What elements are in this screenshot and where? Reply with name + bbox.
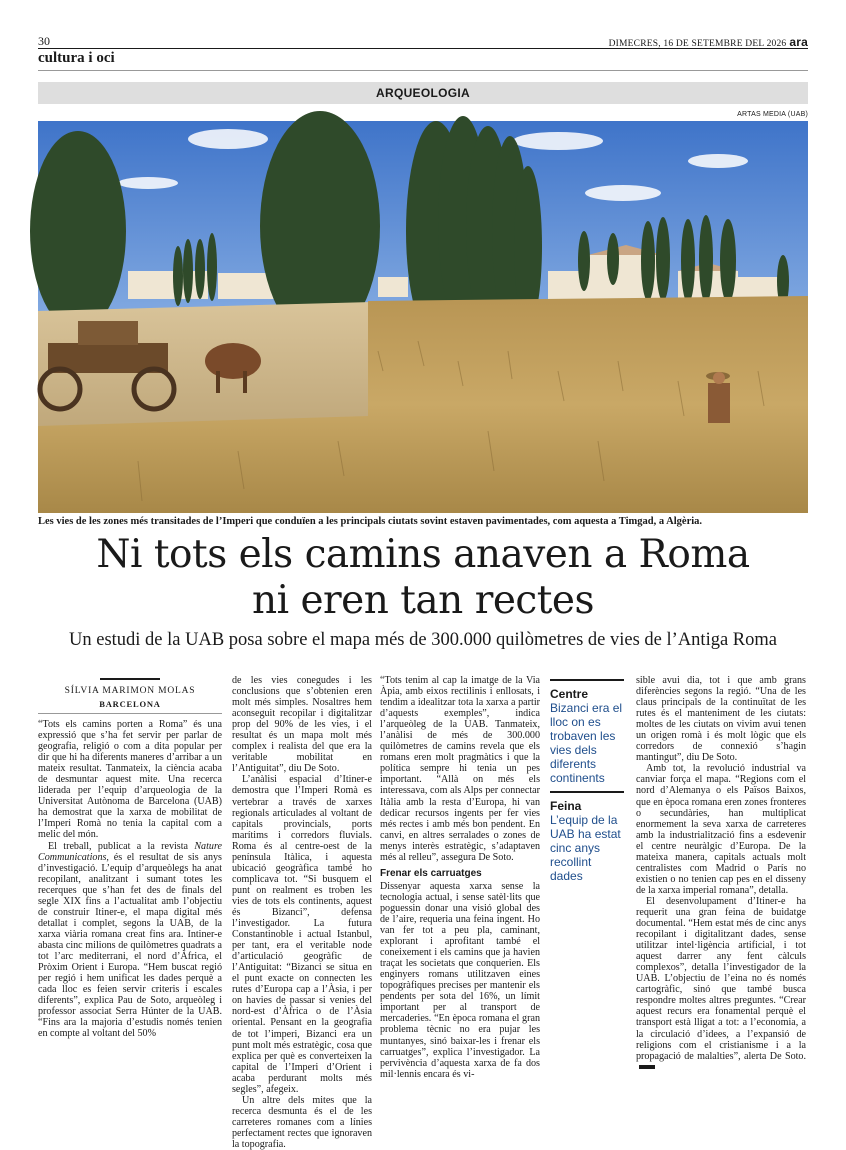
article-column-1 (38, 719, 222, 1097)
sidebar-block-feina (550, 791, 624, 883)
article-photo (38, 121, 808, 513)
paragraph: Amb tot, la revolució industrial va canviar força el mapa. “Regions com el nord d’Alemanya o els Països Baixos, que en època romana eren zones fronteres o secundàries, han multiplicat enormement la seva xarxa de carreteres amb la industrialització fins a esdevenir el centre neuràlgic d’Europa. De la mateixa manera, capitals actuals molt centralistes com Madrid o París no existien o no tenien cap pes en el disseny de la xarxa imperial romana”, detalla. (636, 763, 806, 896)
subsection-heading: Frenar els carruatges (380, 867, 482, 879)
section-title: cultura i oci (38, 50, 115, 66)
sidebar-title: Centre (550, 687, 589, 701)
subheadline: Un estudi de la UAB posa sobre el mapa més de 300.000 quilòmetres de vies de l’Antiga Roma (69, 630, 777, 650)
paragraph (38, 841, 222, 1040)
headline-line-1: Ni tots els camins anaven a Roma (96, 532, 750, 577)
header-rule (38, 48, 808, 49)
author-name: SÍLVIA MARIMON MOLAS (64, 686, 196, 696)
article-column-3 (380, 675, 540, 1097)
paragraph: de les vies conegudes i les conclusions que s’obtenien eren molt més simples. Nosaltres hem aconseguit recopilar i digitalitzar prop del 90% de les vies, i el resultat és un mapa molt més complex i realista del que era la veritable mobilitat en l’Antiguitat”, diu De Soto. (232, 675, 372, 775)
paragraph: sible avui dia, tot i que amb grans diferències segons la regió. “Una de les claus principals de la continuïtat de les rutes és el manteniment de les ciutats: moltes de les ciutats on vivim avui tenen un origen romà i és molt lògic que els corredors de connexió s’hagin mantingut”, diu De Soto. (636, 675, 806, 764)
sidebar-text: L’equip de la UAB ha estat cinc anys recollint dades (550, 813, 621, 883)
article-column-2 (232, 675, 372, 1150)
photo-caption: Les vies de les zones més transitades de l’Imperi que conduïen a les principals ciutats sovint estaven pavimentades, com aquesta a Timgad, a Algèria. (38, 516, 703, 527)
photo-credit: ARTAS MEDIA (UAB) (737, 111, 808, 118)
sidebar-block-centre (550, 679, 624, 785)
section-rule (38, 70, 808, 71)
dateline (609, 35, 808, 49)
paragraph: L’anàlisi espacial d’Itiner-e demostra que l’Imperi Romà es vertebrar a través de xarxes regionals articulades al voltant de capitals provincials, ports marítims i corredors fluvials. Roma és al centre-oest de la península Itàlica, i aquesta ubicació geogràfica també ho complicava tot. “Si busquem el punt on realment es troben les vies de tots els continents, aquest és Bizanci”, defensa l’investigador. La futura Constantinoble i actual Istanbul, per tant, era el veritable node d’articulació geogràfic de l’Antiguitat: “Bizanci se situa en el punt exacte on connecten les rutes d’Europa cap a l’Àsia, i per on havies de passar si venies del nord-est d’Àfrica o de l’Àsia oriental. Pensant en la geografia de tot l’imperi, Bizanci era un punt molt més estratègic, cosa que explica per què es converteixen la capital de l’Imperi d’Orient i acaba perdurant molts més segles”, afegeix. (232, 774, 372, 1095)
end-of-article-mark (639, 1065, 655, 1069)
paragraph (636, 896, 806, 1073)
issue-date: DIMECRES, 16 DE SETEMBRE DEL 2026 (608, 39, 787, 49)
article-column-4 (636, 675, 806, 1097)
paragraph: Un altre dels mites que la recerca desmunta és el de les carreteres romanes com a línies perfectament rectes que ignoraven la topografia. (232, 1094, 372, 1150)
sidebar (550, 679, 624, 889)
byline-rule-bottom (38, 713, 222, 714)
paragraph: “Tots els camins porten a Roma” és una expressió que s’ha fet servir per parlar de geografia, religió o com a dita popular per dir que hi ha diferents maneres d’arribar a un mateix resultat. Tanmateix, la ciència acaba de desmuntar aquest mite. Una recerca liderada per l’equip d’arqueologia de la Universitat Autònoma de Barcelona (UAB) ha demostrat que la xarxa de mobilitat de l’Imperi Romà no tenia la capital com a melic del món. (38, 719, 222, 841)
paragraph: “Tots tenim al cap la imatge de la Via Àpia, amb eixos rectilinis i enllosats, i tendim a idealitzar tota la xarxa a partir d’aquests exemples”, indica l’arqueòleg de la UAB. Tanmateix, l’anàlisi de més de 300.000 quilòmetres de camins revela que els romans eren molt pragmàtics i que la política sempre hi tenia un pes important. “Allà on més els interessava, com als Alps per connectar Itàlia amb la resta d’Europa, hi van dedicar recursos ingents per fer vies més rectes i amb més bon pendent. En canvi, en altres serralades o zones de menys interès estratègic, s’adaptaven més al relleu”, assegura De Soto. (380, 675, 540, 863)
paragraph-text: El treball, publicat a la revista (48, 840, 195, 852)
byline-rule (100, 678, 160, 680)
topic-bar: ARQUEOLOGIA (38, 82, 808, 104)
paragraph-text: , és el resultat de sis anys d’investigació. L’equip d’arqueòlegs ha anat recopilant, analitzant i sumant totes les recerques que s’han fet des de finals del segle XIX fins a l’actualitat amb l’objectiu de construir Itiner-e, el mapa digital més detallat i complet, segons la UAB, de la xarxa viària romana creat fins ara. Intiner-e abasta cinc milions de quilòmetres quadrats a tot l’arc mediterrani, el nord d’Àfrica, el Pròxim Orient i Europa. “Hem buscat regió per regió i hem unificat les dades perquè a cada lloc es feien servir criteris i escales diferents”, explica Pau de Soto, arqueòleg i professor associat Serra Húnter de la UAB. “Fins ara la majoria d’estudis només tenien en compte al voltant del 50% (38, 851, 222, 1040)
sidebar-title: Feina (550, 799, 582, 813)
paragraph: Dissenyar aquesta xarxa sense la tecnologia actual, i sense satèl·lits que poguessin donar una visió global des de l’aire, requeria una feina ingent. Ho van fer tot a peu pla, caminant, explorant i aprofitant també el coneixement i els camins que ja havien traçat les societats que conquerien. Els enginyers romans utilitzaven eines topogràfiques precises per mantenir els pendents per sota del 16%, un límit important per al transport de mercaderies. “En època romana el gran problema tècnic no era pujar les muntanyes, sinó baixar-les i frenar els carruatges”, explica l’investigador. La pervivència d’aquesta xarxa de fa dos mil·lennis encara és vi- (380, 880, 540, 1080)
journal-name: Nature Communications (38, 840, 222, 863)
headline (38, 532, 808, 624)
brand-logo: ara (789, 35, 808, 49)
dateline-city: BARCELONA (99, 699, 161, 709)
paragraph-text: El desenvolupament d’Itiner-e ha requerit una gran feina de buidatge documental. “Hem estat més de cinc anys recopilant i digitalitzant dades, sense utilitzar intel·ligència artificial, i tot aquest darrer any fent càlculs complexos”, detalla l’investigador de la UAB. L’objectiu de l’eina no és només cartogràfic, sinó que també busca respondre moltes altres preguntes. “Crear aquest recurs era fonamental perquè el transport està lligat a tot: a l’economia, a la circulació d’idees, a l’expansió de religions com el cristianisme i a la propagació de malalties”, alerta De Soto. (636, 895, 806, 1062)
headline-line-2: ni eren tan rectes (251, 578, 595, 623)
page-number: 30 (38, 34, 50, 48)
sidebar-text: Bizanci era el lloc on es trobaven les vies dels diferents continents (550, 701, 623, 785)
